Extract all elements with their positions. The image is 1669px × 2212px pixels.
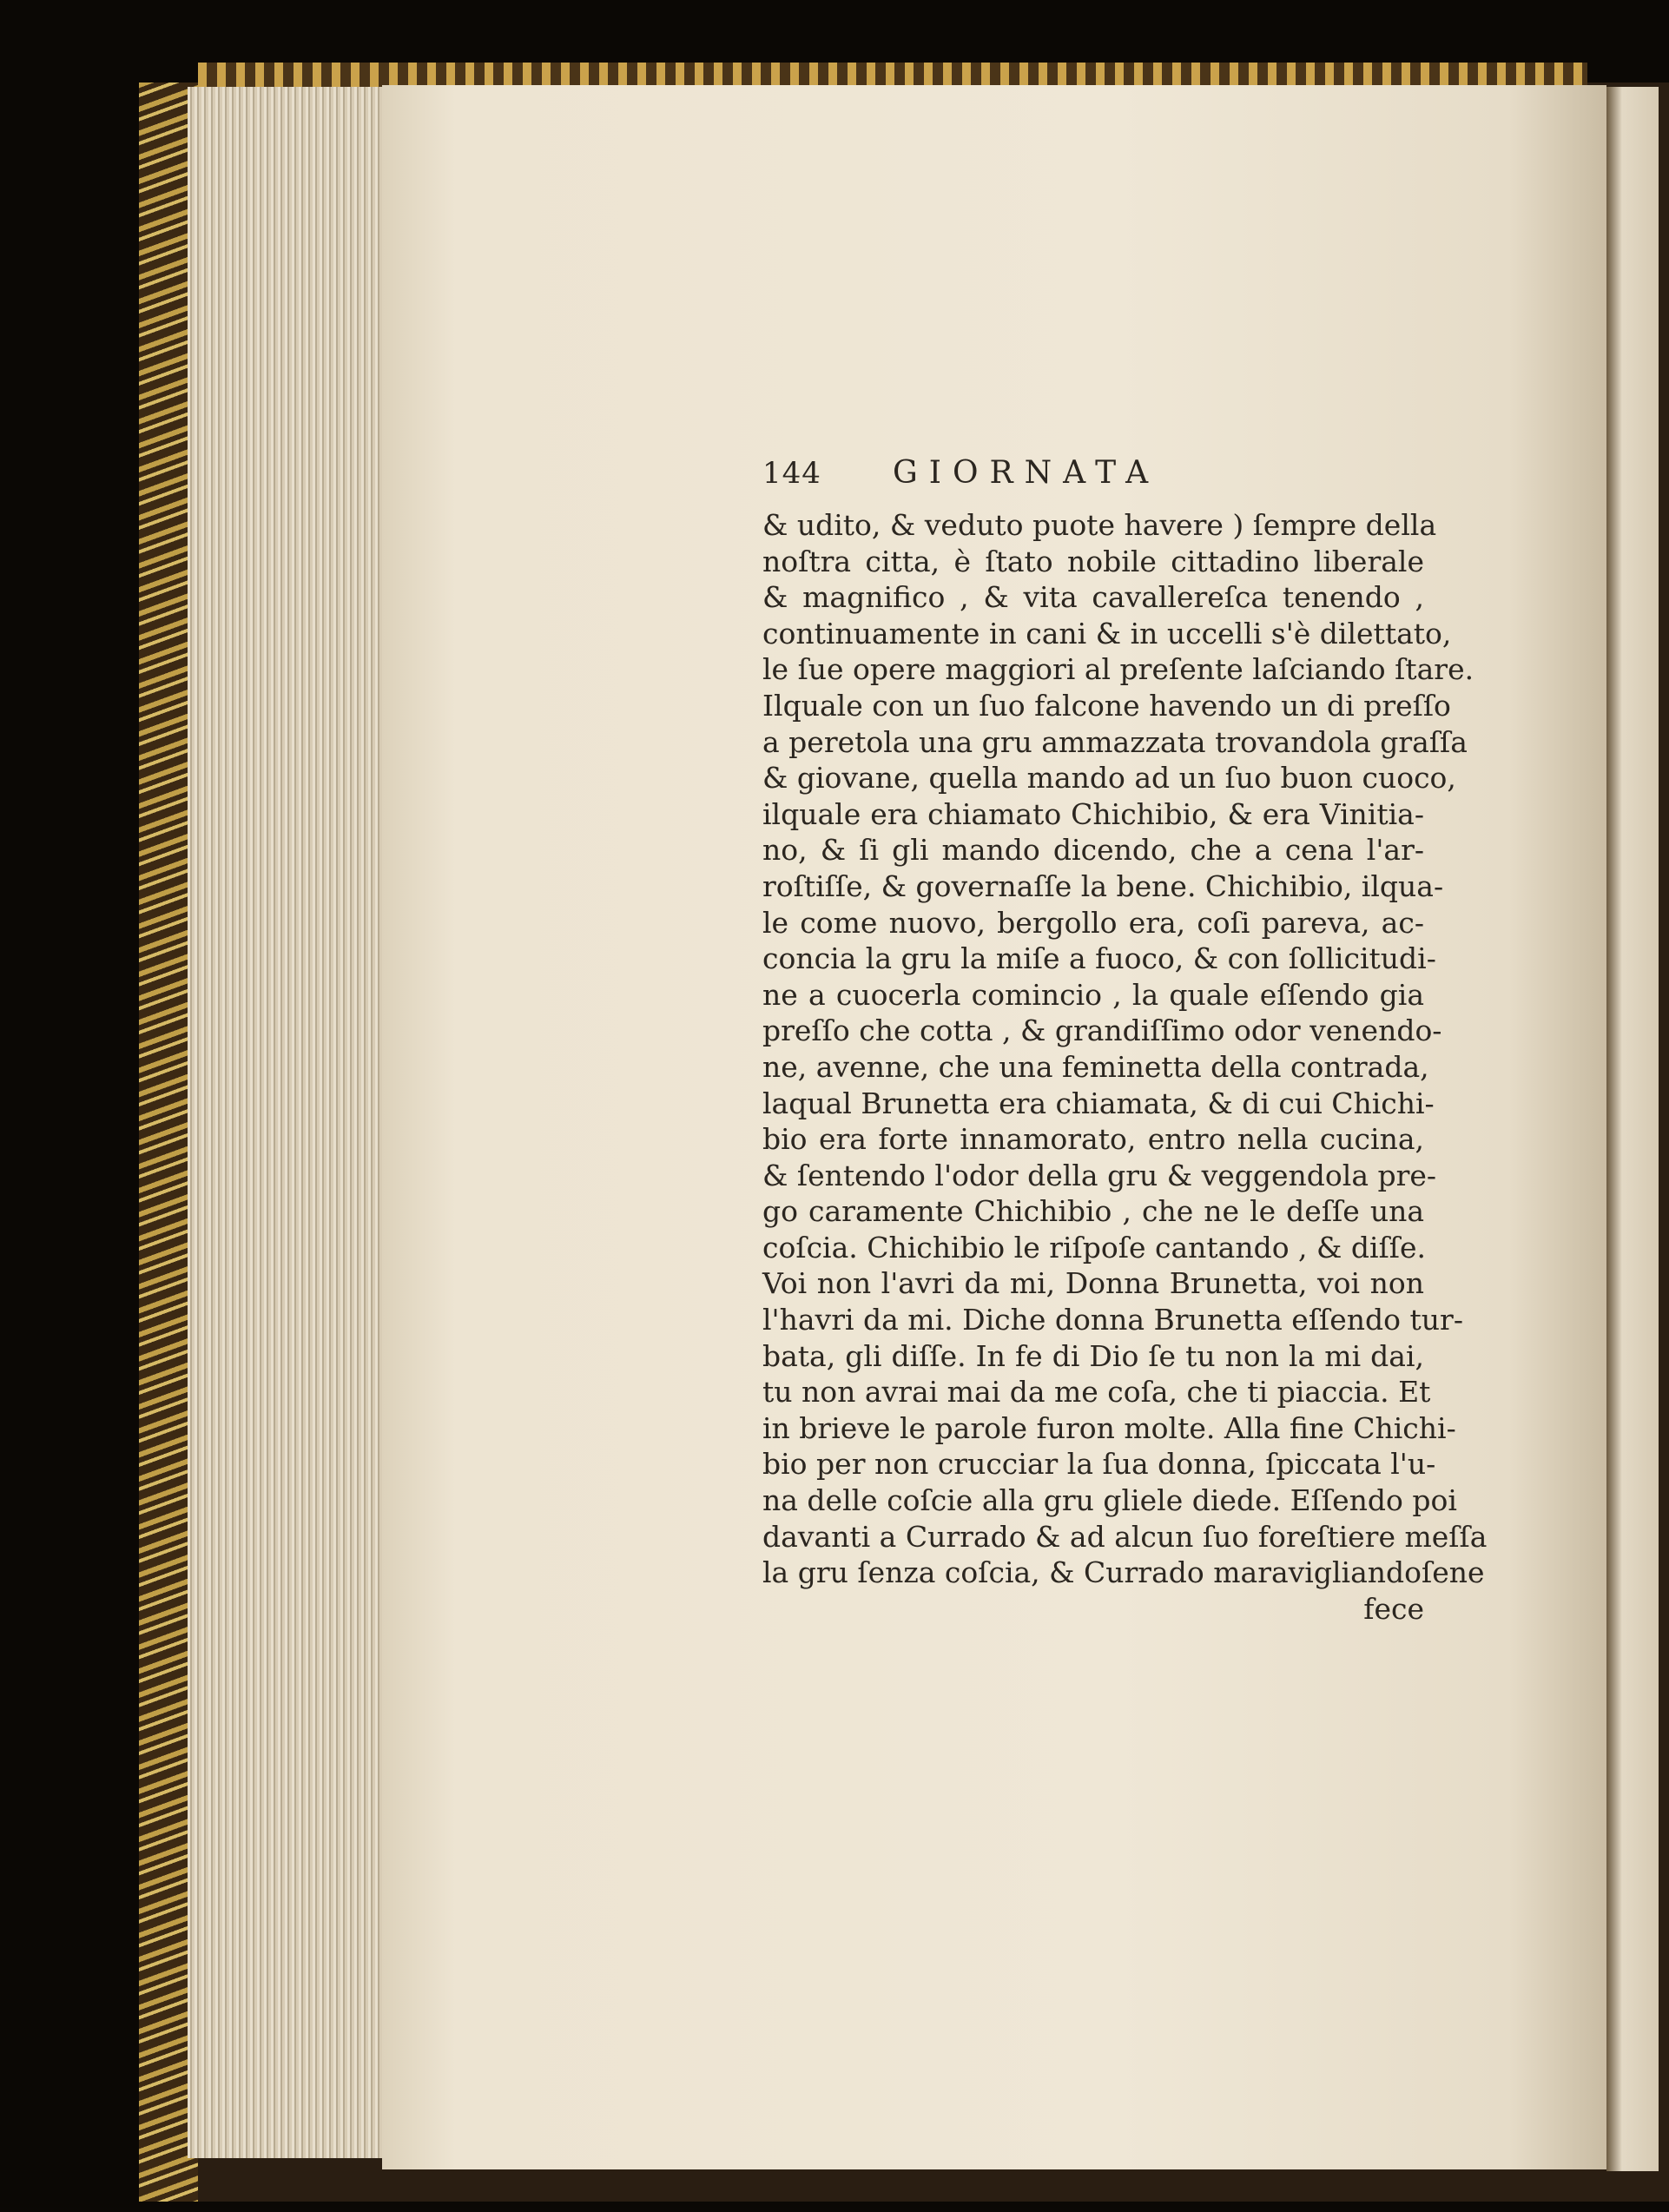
text-block <box>762 455 1488 1627</box>
text-line: roſtiſſe, & governaſſe la bene. Chichibio, ilqua- <box>762 868 1444 903</box>
text-line: tu non avrai mai da me coſa, che ti piaccia. Et <box>762 1375 1431 1410</box>
catchword: fece <box>1363 1591 1424 1626</box>
text-line: coſcia. Chichibio le riſpoſe cantando , & diſſe. <box>762 1230 1427 1264</box>
text-line: no, & ſi gli mando dicendo, che a cena l'ar- <box>762 833 1424 868</box>
text-line: ne a cuocerla comincio , la quale eſſendo gia <box>762 977 1424 1012</box>
text-line: & udito, & veduto puote havere ) ſempre della <box>762 508 1437 542</box>
text-line: l'havri da mi. Diche donna Brunetta eſſendo tur- <box>762 1303 1463 1337</box>
running-head: GIORNATA <box>893 455 1160 491</box>
text-line: preſſo che cotta , & grandiſſimo odor venendo- <box>762 1014 1442 1048</box>
page-number: 144 <box>762 456 821 491</box>
text-line: go caramente Chichibio , che ne le deſſe una <box>762 1194 1424 1229</box>
text-line: continuamente in cani & in uccelli s'è dilettato, <box>762 616 1452 650</box>
text-line: la gru ſenza coſcia, & Currado maravigliandoſene <box>762 1555 1485 1590</box>
text-line: & giovane, quella mando ad un ſuo buon cuoco, <box>762 761 1456 796</box>
text-line: ne, avenne, che una feminetta della contrada, <box>762 1049 1429 1084</box>
text-line: le come nuovo, bergollo era, coſi pareva, ac- <box>762 905 1424 940</box>
text-line: concia la gru la miſe a fuoco, & con ſollicitudi- <box>762 941 1436 976</box>
body-text <box>762 507 1488 1591</box>
text-line: Ilquale con un ſuo falcone havendo un di preſſo <box>762 688 1451 723</box>
text-line: davanti a Currado & ad alcun ſuo foreſtiere meſſa <box>762 1519 1488 1554</box>
text-line: ilquale era chiamato Chichibio, & era Vinitia- <box>762 796 1424 831</box>
text-line: Voi non l'avri da mi, Donna Brunetta, voi non <box>762 1266 1424 1301</box>
text-line: in brieve le parole furon molte. Alla fine Chichi- <box>762 1410 1456 1445</box>
text-line: bata, gli diſſe. In fe di Dio ſe tu non la mi dai, <box>762 1338 1424 1373</box>
text-line: laqual Brunetta era chiamata, & di cui Chichi- <box>762 1086 1435 1120</box>
page-edges-stack <box>188 87 389 2158</box>
text-line: le ſue opere maggiori al preſente laſciando ſtare. <box>762 652 1474 687</box>
text-line: noſtra citta, è ſtato nobile cittadino liberale <box>762 544 1424 578</box>
text-line: bio per non crucciar la ſua donna, ſpiccata l'u- <box>762 1447 1436 1482</box>
page-header <box>762 455 1424 507</box>
text-line: a peretola una gru ammazzata trovandola graſſa <box>762 724 1468 759</box>
text-line: na delle coſcie alla gru gliele diede. Eſſendo poi <box>762 1483 1457 1518</box>
text-line: & ſentendo l'odor della gru & veggendola pre- <box>762 1158 1437 1192</box>
text-line: & magnifico , & vita cavallereſca tenendo , <box>762 580 1424 615</box>
text-line: bio era forte innamorato, entro nella cucina, <box>762 1122 1424 1157</box>
facing-page-edge <box>1606 87 1659 2171</box>
